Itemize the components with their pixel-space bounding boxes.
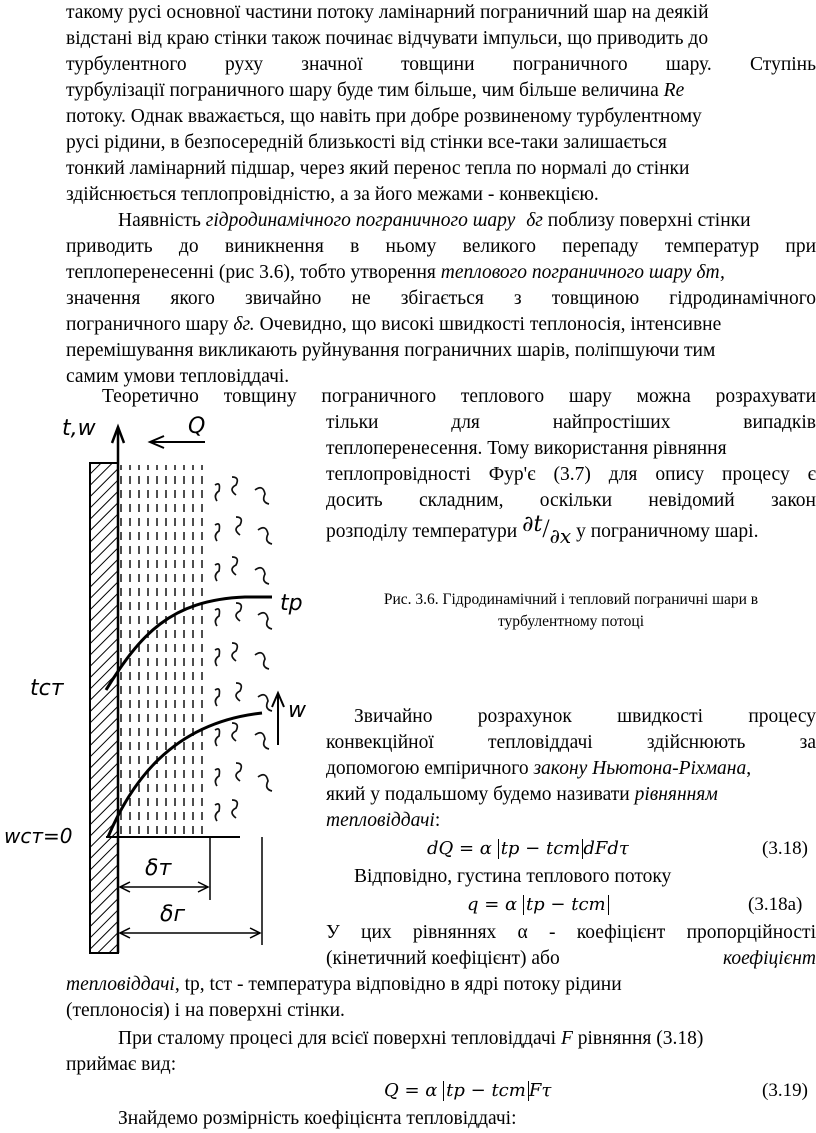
label-axis: t,w [62, 416, 96, 441]
p2-line1: Наявність гідродинамічного пограничного шару δг поблизу поверхні стінки [118, 210, 751, 231]
p5-line1: У цих рівняннях α - коефіцієнт пропорційності [326, 922, 816, 943]
p1-line5: потоку. Однак вважається, що навіть при добре розвиненому турбулентному [66, 106, 702, 127]
p3-line6: розподілу температури ∂t/∂x у пограничному шарі. [326, 512, 759, 548]
label-delta-t: δт [145, 856, 172, 881]
equation-3-19: Q = α tр − tст Fτ [384, 1080, 552, 1101]
equation-3-18: dQ = α tр − tст dFdτ [427, 838, 629, 859]
p3-line2: тільки для найпростіших випадків [326, 412, 816, 433]
label-tct: tст [30, 676, 64, 701]
partial-x: ∂x [549, 524, 572, 548]
p1-line2: відстані від краю стінки також починає відчувати імпульси, що приводить до [66, 28, 709, 49]
p5-line3: тепловіддачі, tр, tст - температура відповідно в ядрі потоку рідини [66, 974, 622, 995]
wall-hatch [90, 463, 118, 953]
label-tp: tр [280, 591, 303, 616]
label-wct: wст=0 [4, 824, 73, 848]
p1-line7: тонкий ламінарний підшар, через який перенос тепла по нормалі до стінки [66, 158, 690, 179]
p3-line5: досить складним, оскільки невідомий закон [326, 490, 816, 511]
p2-line5: пограничного шару δг. Очевидно, що високі швидкості теплоносія, інтенсивне [66, 314, 722, 335]
partial-t: ∂t [522, 512, 543, 537]
boundary-layer-figure [0, 405, 315, 965]
p2-line3: теплоперенесенні (рис 3.6), тобто утворення теплового пограничного шару δт, [66, 262, 725, 283]
turbulent-eddies [215, 477, 272, 821]
p2-line7: самим умови тепловіддачі. [66, 366, 290, 387]
p3-line1: Теоретично товщину пограничного теплового шару можна розрахувати [102, 386, 816, 407]
p3-line3: теплоперенесення. Тому використання рівняння [326, 438, 727, 459]
p1-line1: такому русі основної частини потоку ламінарний пограничний шар на деякій [66, 2, 709, 23]
label-delta-g: δг [160, 902, 186, 927]
p4-line5: тепловіддачі: [326, 810, 441, 831]
p2-line2: приводить до виникнення в ньому великого перепаду температур при [66, 236, 816, 257]
p3-line4: теплопровідності Фур'є (3.7) для опису процесу є [326, 464, 816, 485]
label-w: w [288, 698, 306, 723]
p6-line1: При сталому процесі для всієї поверхні тепловіддачі F рівняння (3.18) [118, 1028, 704, 1049]
last-line: Знайдемо розмірність коефіцієнта тепловіддачі: [118, 1108, 517, 1129]
p2-line6: перемішування викликають руйнування пограничних шарів, поліпшуючи тим [66, 340, 716, 361]
p2-line4: значення якого звичайно не збігається з товщиною гідродинамічного [66, 288, 816, 309]
eqn-number-3-19: (3.19) [762, 1080, 808, 1101]
p4-line4: який у подальшому будемо називати рівнянням [326, 784, 718, 805]
re-symbol: Re [663, 80, 685, 101]
p1-line8: здійснюється теплопровідністю, а за його межами - конвекцією. [66, 184, 599, 205]
p4-line1: Звичайно розрахунок швидкості процесу [354, 706, 816, 727]
label-q: Q [188, 414, 206, 439]
p5-line2: (кінетичний коефіцієнт) або коефіцієнт [326, 948, 816, 969]
p1-line6: русі рідини, в безпосередній близькості від стінки все-таки залишається [66, 132, 667, 153]
p5-line4: (теплоносія) і на поверхні стінки. [66, 1000, 345, 1021]
p6-line2: приймає вид: [66, 1054, 177, 1075]
figure-caption: Рис. 3.6. Гідродинамічний і тепловий пограничні шари в турбулентному потоці [383, 591, 759, 630]
eqn-number-3-18a: (3.18а) [748, 894, 803, 915]
equation-3-18a: q = α tр − tст [467, 892, 609, 918]
p4-line2: конвекційної тепловіддачі здійснюють за [326, 732, 816, 753]
density-line: Відповідно, густина теплового потоку [354, 866, 672, 887]
p4-line3: допомогою емпіричного закону Ньютона-Ріхмана, [326, 758, 752, 779]
eqn-number-3-18: (3.18) [762, 838, 808, 859]
p1-line3: турбулентного руху значної товщини пограничного шару. Ступінь [66, 54, 816, 75]
p1-line4: турбулізації пограничного шару буде тим більше, чим більше величина Re [66, 80, 685, 101]
